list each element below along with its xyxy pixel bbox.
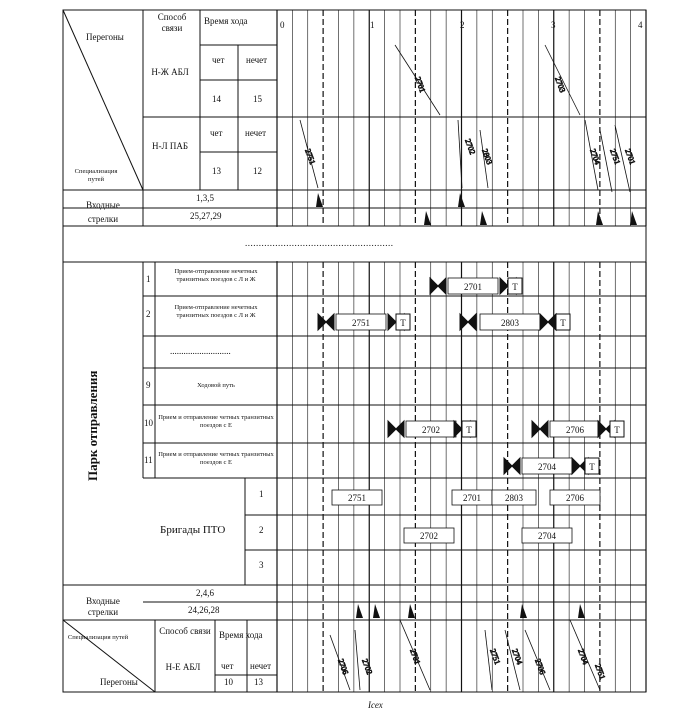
bowtie-icon — [460, 314, 476, 330]
switch-occupation-marker — [356, 604, 363, 618]
occupation-2702-label: 2702 — [422, 425, 440, 435]
brigady-label: Бригады ПТО — [160, 524, 226, 536]
train-line-label: 2751 — [488, 647, 503, 666]
brigade-box-label: 2702 — [420, 531, 438, 541]
bottom-spec: Специализация путей — [67, 634, 129, 641]
bottom-nechet: нечет — [250, 661, 272, 671]
vhodnye-bottom-label: Входные стрелки — [86, 596, 120, 617]
hour-label-1: 1 — [370, 20, 375, 30]
section-nzh-label: Н-Ж АБЛ — [151, 67, 189, 77]
section-nl-chet: чет — [210, 128, 223, 138]
header-peregony: Перегоны — [86, 32, 124, 42]
train-line-label: 2704 — [576, 647, 591, 666]
brigade-box-label: 2706 — [566, 493, 584, 503]
bowtie-icon — [318, 314, 334, 330]
brigade-box-label: 2701 — [463, 493, 481, 503]
occupation-2701-label: 2701 — [464, 282, 482, 292]
brigady-row-3-num: 3 — [259, 560, 264, 570]
switch-occupation-marker — [630, 211, 637, 225]
switch-occupation-marker — [424, 211, 431, 225]
occupation-2706-label: 2706 — [566, 425, 584, 435]
bowtie-icon — [540, 314, 556, 330]
brigady-row-1-num: 1 — [259, 489, 264, 499]
vhodnye-bottom-row1: 2,4,6 — [196, 588, 214, 598]
train-line-label: 2751 — [608, 147, 623, 166]
switch-occupation-marker — [578, 604, 585, 618]
track-1-desc: Прием-отправление нечетных транзитных поездов с Л и Ж — [174, 268, 258, 283]
section-nzh-nechet: нечет — [246, 55, 268, 65]
hour-label-0: 0 — [280, 20, 285, 30]
train-line-label: 2704 — [588, 147, 603, 166]
section-nl-label: Н-Л ПАБ — [151, 141, 189, 151]
train-line-label: 2701 — [408, 647, 423, 666]
train-line-label: 2706 — [336, 657, 351, 676]
section-nl-t-chet: 13 — [212, 166, 221, 176]
switch-occupation-marker — [408, 604, 415, 618]
train-line-label: 2803 — [480, 147, 495, 166]
bottom-sposob: Способ связи — [159, 626, 211, 636]
t-marker-label: Т — [466, 425, 472, 435]
track-2-num: 2 — [146, 309, 151, 319]
bottom-chet: чет — [221, 661, 234, 671]
occupation-2803-label: 2803 — [501, 318, 519, 328]
track-1-num: 1 — [146, 274, 151, 284]
train-line-label: 2703 — [553, 75, 568, 94]
section-nzh-chet: чет — [212, 55, 225, 65]
park-label: Парк отправления — [85, 370, 100, 481]
bowtie-icon — [504, 458, 520, 474]
time-grid — [277, 10, 646, 692]
train-line-label: 2702 — [360, 657, 375, 676]
train-path-line — [355, 630, 360, 690]
t-marker-label: Т — [512, 282, 518, 292]
track-10-desc: Прием и отправление четных транзитных поездов с Е — [158, 414, 274, 429]
train-line-label: 2751 — [303, 147, 318, 166]
occupation-2751-label: 2751 — [352, 318, 370, 328]
vhodnye-top-label: Входные стрелки — [86, 200, 120, 224]
track-11-desc: Прием и отправление четных транзитных поездов с Е — [158, 451, 274, 466]
track-2-desc: Прием-отправление нечетных транзитных поездов с Л и Ж — [174, 304, 258, 319]
bowtie-icon — [532, 421, 548, 437]
hour-label-2: 2 — [460, 20, 465, 30]
train-path-line — [485, 630, 492, 690]
section-nzh-t-chet: 14 — [212, 94, 221, 104]
bottom-vremya: Время хода — [219, 630, 263, 640]
track-ellipsis-desc: ........................... — [170, 346, 231, 356]
t-marker-label: Т — [400, 318, 406, 328]
track-9-num: 9 — [146, 380, 151, 390]
t-marker-label: Т — [589, 462, 595, 472]
bottom-peregony: Перегоны — [100, 677, 138, 687]
brigade-box-label: 2803 — [505, 493, 523, 503]
switch-occupation-marker — [520, 604, 527, 618]
spec-putey-top: Специализация путей — [74, 168, 118, 183]
bottom-t-nechet: 13 — [254, 677, 263, 687]
train-line-label: 2704 — [510, 647, 525, 666]
switch-occupation-marker — [480, 211, 487, 225]
interval-label: Iсех — [368, 700, 383, 710]
t-marker-label: Т — [560, 318, 566, 328]
vhodnye-top-row2: 25,27,29 — [190, 211, 222, 221]
track-10-num: 10 — [144, 418, 153, 428]
hour-label-4: 4 — [638, 20, 643, 30]
bottom-label: Н-Е АБЛ — [165, 662, 201, 672]
hour-label-3: 3 — [551, 20, 556, 30]
gap-dots: ...................................................... — [245, 238, 394, 248]
bowtie-icon — [388, 421, 404, 437]
vhodnye-top-row1: 1,3,5 — [196, 193, 214, 203]
switch-occupation-marker — [316, 193, 323, 207]
section-nl-t-nechet: 12 — [253, 166, 262, 176]
track-11-num: 11 — [144, 455, 153, 465]
section-nl-nechet: нечет — [245, 128, 267, 138]
train-line-label: 2701 — [623, 147, 638, 166]
train-line-label: 2701 — [413, 75, 428, 94]
vhodnye-bottom-row2: 24,26,28 — [188, 605, 220, 615]
header-sposob-svyazi: Способ связи — [157, 12, 187, 33]
header-vremya-hoda: Время хода — [204, 16, 248, 26]
track-9-desc: Ходовой путь — [197, 382, 235, 389]
train-line-label: 2751 — [593, 662, 608, 681]
section-nzh-t-nechet: 15 — [253, 94, 262, 104]
bottom-t-chet: 10 — [224, 677, 233, 687]
train-line-label: 2702 — [463, 137, 478, 156]
brigade-box-label: 2751 — [348, 493, 366, 503]
occupation-2704-label: 2704 — [538, 462, 556, 472]
bowtie-icon — [430, 278, 446, 294]
t-marker-label: Т — [614, 425, 620, 435]
brigade-box-label: 2704 — [538, 531, 556, 541]
switch-occupation-marker — [373, 604, 380, 618]
train-line-label: 2706 — [533, 657, 548, 676]
brigady-row-2-num: 2 — [259, 525, 264, 535]
